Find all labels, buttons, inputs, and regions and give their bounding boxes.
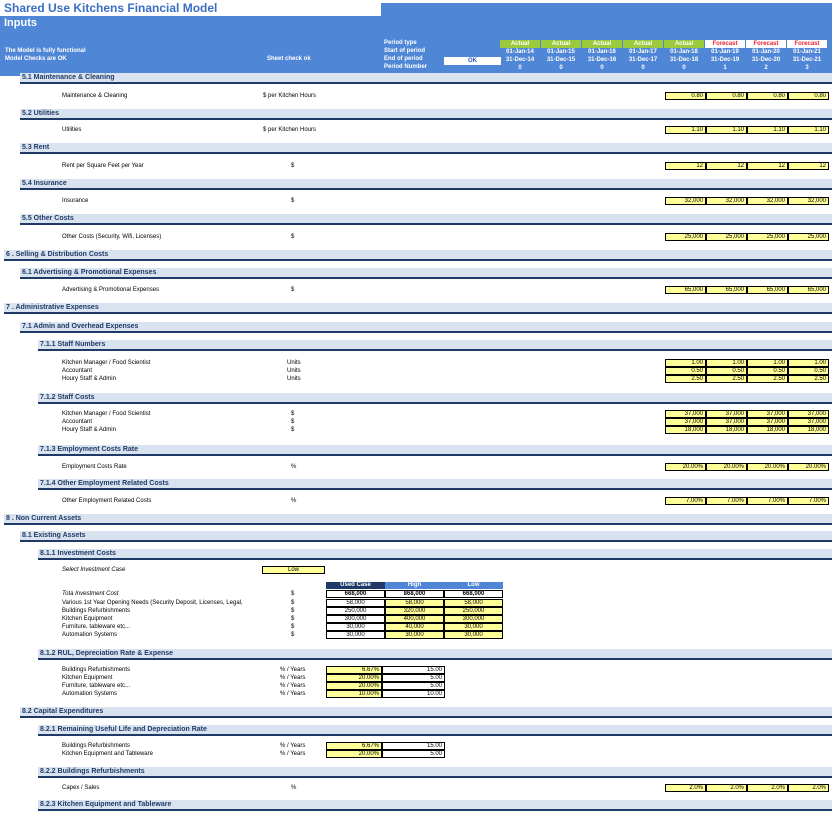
total-cell: 668,000 bbox=[444, 590, 503, 598]
investment-label: Buildings Refurbishments bbox=[62, 608, 131, 614]
input-cell[interactable]: 25,000 bbox=[706, 233, 747, 241]
row-unit: % bbox=[291, 785, 297, 791]
input-cell[interactable]: 20.00% bbox=[747, 463, 788, 471]
useful-life-cell: 10.00 bbox=[382, 690, 445, 698]
input-cell[interactable]: 25,000 bbox=[747, 233, 788, 241]
period-start-cell: 01-Jan-14 bbox=[506, 49, 534, 55]
row-unit: % / Years bbox=[280, 667, 306, 673]
input-cell[interactable]: 18,000 bbox=[706, 426, 747, 434]
investment-cell: 58,000 bbox=[326, 599, 385, 607]
period-end-cell: 31-Dec-20 bbox=[751, 57, 781, 63]
input-cell[interactable]: 32,000 bbox=[788, 197, 829, 205]
section-header: 5.3 Rent bbox=[20, 143, 832, 152]
row-unit: $ bbox=[291, 616, 295, 622]
period-number-cell: 0 bbox=[641, 65, 645, 71]
period-type-cell: Forecast bbox=[787, 40, 827, 48]
section-rule bbox=[20, 716, 832, 718]
investment-cell: 250,000 bbox=[326, 607, 385, 615]
input-cell[interactable]: 2.50 bbox=[665, 375, 706, 383]
case-header: Used Case bbox=[326, 582, 385, 589]
section-rule bbox=[20, 152, 832, 154]
rul-label: Buildings Refurbishments bbox=[62, 667, 131, 673]
section-header: 7.1.4 Other Employment Related Costs bbox=[38, 479, 832, 488]
row-unit: % / Years bbox=[280, 743, 306, 749]
section-rule bbox=[20, 223, 832, 225]
row-label: Utilities bbox=[62, 127, 82, 133]
row-label: Insurance bbox=[62, 198, 89, 204]
row-unit: Units bbox=[287, 376, 301, 382]
row-unit: % / Years bbox=[280, 675, 306, 681]
depreciation-rate-cell[interactable]: 20.00% bbox=[326, 750, 382, 758]
input-cell[interactable]: 37,000 bbox=[665, 418, 706, 426]
period-type-cell: Forecast bbox=[746, 40, 786, 48]
row-unit: Units bbox=[287, 360, 301, 366]
section-header: 8.1.1 Investment Costs bbox=[38, 549, 832, 558]
input-cell[interactable]: 0.50 bbox=[706, 367, 747, 375]
row-unit: $ bbox=[291, 632, 295, 638]
case-header: High bbox=[385, 582, 444, 589]
input-cell[interactable]: 0.50 bbox=[665, 367, 706, 375]
input-cell[interactable]: 1.10 bbox=[706, 126, 747, 134]
row-unit: Units bbox=[287, 368, 301, 374]
input-cell[interactable]: 7.00% bbox=[788, 497, 829, 505]
section-header: 8 . Non Current Assets bbox=[4, 514, 832, 523]
input-cell[interactable]: 2.50 bbox=[788, 375, 829, 383]
input-cell[interactable]: 65,000 bbox=[706, 286, 747, 294]
period-start-cell: 01-Jan-15 bbox=[547, 49, 575, 55]
row-unit: $ bbox=[291, 591, 295, 597]
investment-cell[interactable]: 30,000 bbox=[385, 631, 444, 639]
row-label: Kitchen Manager / Food Scientist bbox=[62, 411, 151, 417]
input-cell[interactable]: 37,000 bbox=[788, 418, 829, 426]
period-end-cell: 31-Dec-15 bbox=[546, 57, 576, 63]
row-label: Advertising & Promotional Expenses bbox=[62, 287, 160, 293]
input-cell[interactable]: 0.80 bbox=[747, 92, 788, 100]
period-number-cell: 2 bbox=[764, 65, 768, 71]
section-rule bbox=[20, 277, 832, 279]
input-cell[interactable]: 0.50 bbox=[788, 367, 829, 375]
input-cell[interactable]: 37,000 bbox=[706, 410, 747, 418]
row-unit: % bbox=[291, 498, 297, 504]
section-header: 5.1 Maintenance & Cleaning bbox=[20, 73, 832, 82]
investment-cell[interactable]: 58,000 bbox=[444, 599, 503, 607]
row-unit: $ bbox=[291, 234, 295, 240]
period-type-cell: Actual bbox=[500, 40, 540, 48]
period-end-cell: 31-Dec-14 bbox=[505, 57, 535, 63]
section-rule bbox=[20, 82, 832, 84]
input-cell[interactable]: 2.0% bbox=[706, 784, 747, 792]
input-cell[interactable]: 7.00% bbox=[665, 497, 706, 505]
section-header: 7.1 Admin and Overhead Expenses bbox=[20, 322, 832, 331]
input-cell[interactable]: 7.00% bbox=[747, 497, 788, 505]
depreciation-rate-cell[interactable]: 10.00% bbox=[326, 690, 382, 698]
period-type-cell: Actual bbox=[582, 40, 622, 48]
period-type-cell: Actual bbox=[623, 40, 663, 48]
row-unit: $ bbox=[291, 419, 295, 425]
section-header: 5.5 Other Costs bbox=[20, 214, 832, 223]
input-cell[interactable]: 12 bbox=[747, 162, 788, 170]
section-header: 8.2.2 Buildings Refurbishments bbox=[38, 767, 832, 776]
inputs-band bbox=[0, 16, 381, 76]
row-label: Accountant bbox=[62, 419, 93, 425]
input-cell[interactable]: 1.00 bbox=[747, 359, 788, 367]
section-rule bbox=[38, 454, 832, 456]
input-cell[interactable]: 32,000 bbox=[706, 197, 747, 205]
row-label: Houry Staff & Admin bbox=[62, 427, 116, 433]
total-cell: 868,000 bbox=[385, 590, 444, 598]
period-end-cell: 31-Dec-16 bbox=[587, 57, 617, 63]
section-rule bbox=[38, 734, 832, 736]
period-type-cell: Actual bbox=[664, 40, 704, 48]
input-cell[interactable]: 20.00% bbox=[706, 463, 747, 471]
section-rule bbox=[38, 488, 832, 490]
row-unit: % bbox=[291, 464, 297, 470]
period-number-cell: 3 bbox=[805, 65, 809, 71]
row-label: Maintenance & Cleaning bbox=[62, 93, 128, 99]
input-cell[interactable]: 1.10 bbox=[747, 126, 788, 134]
row-unit: % / Years bbox=[280, 691, 306, 697]
section-rule bbox=[20, 331, 832, 333]
period-start-cell: 01-Jan-18 bbox=[670, 49, 698, 55]
rul-label: Buildings Refurbishments bbox=[62, 743, 131, 749]
input-cell[interactable]: 2.0% bbox=[665, 784, 706, 792]
input-cell[interactable]: 7.00% bbox=[706, 497, 747, 505]
investment-cell[interactable]: 400,000 bbox=[385, 615, 444, 623]
input-cell[interactable]: 65,000 bbox=[665, 286, 706, 294]
investment-cell: 300,000 bbox=[326, 615, 385, 623]
input-cell[interactable]: 20.00% bbox=[788, 463, 829, 471]
input-cell[interactable]: 2.0% bbox=[747, 784, 788, 792]
section-header: 8.1 Existing Assets bbox=[20, 531, 832, 540]
period-end-cell: 31-Dec-17 bbox=[628, 57, 658, 63]
total-investment-label: Tota Investment Cost bbox=[62, 591, 119, 597]
investment-cell: 30,000 bbox=[326, 631, 385, 639]
period-start-cell: 01-Jan-17 bbox=[629, 49, 657, 55]
section-header: 8.2.3 Kitchen Equipment and Tableware bbox=[38, 800, 832, 809]
input-cell[interactable]: 65,000 bbox=[788, 286, 829, 294]
input-cell[interactable]: 32,000 bbox=[665, 197, 706, 205]
input-cell[interactable]: 18,000 bbox=[747, 426, 788, 434]
start-period-label: Start of period bbox=[384, 48, 426, 54]
section-rule bbox=[4, 259, 832, 261]
period-start-cell: 01-Jan-20 bbox=[752, 49, 780, 55]
row-label: Kitchen Manager / Food Scientist bbox=[62, 360, 151, 366]
section-rule bbox=[38, 349, 832, 351]
input-cell[interactable]: 0.80 bbox=[665, 92, 706, 100]
ok-indicator: OK bbox=[444, 57, 501, 65]
period-start-cell: 01-Jan-16 bbox=[588, 49, 616, 55]
rul-label: Kitchen Equipment and Tableware bbox=[62, 751, 153, 757]
row-label: Other Costs (Security, Wifi, Licenses) bbox=[62, 234, 162, 240]
section-rule bbox=[20, 188, 832, 190]
investment-label: Automation Systems bbox=[62, 632, 118, 638]
useful-life-cell: 15.00 bbox=[382, 742, 445, 750]
rul-label: Kitchen Equipment bbox=[62, 675, 113, 681]
input-cell[interactable]: 12 bbox=[706, 162, 747, 170]
row-unit: % / Years bbox=[280, 683, 306, 689]
model-status-line2: Model Checks are OK bbox=[5, 56, 67, 62]
row-unit: $ bbox=[291, 287, 295, 293]
input-cell[interactable]: 1.00 bbox=[665, 359, 706, 367]
row-label: Other Employment Related Costs bbox=[62, 498, 152, 504]
row-label: Employment Costs Rate bbox=[62, 464, 127, 470]
period-end-cell: 31-Dec-18 bbox=[669, 57, 699, 63]
section-header: 5.4 Insurance bbox=[20, 179, 832, 188]
row-label: Capex / Sales bbox=[62, 785, 100, 791]
depreciation-rate-cell[interactable]: 6.67% bbox=[326, 666, 382, 674]
input-cell[interactable]: 37,000 bbox=[747, 418, 788, 426]
select-case-label: Select Investment Case bbox=[62, 567, 126, 573]
section-rule bbox=[38, 402, 832, 404]
row-unit: $ bbox=[291, 600, 295, 606]
input-cell[interactable]: 2.50 bbox=[706, 375, 747, 383]
model-title: Shared Use Kitchens Financial Model bbox=[4, 1, 218, 15]
section-header: 7 . Administrative Expenses bbox=[4, 303, 832, 312]
investment-cell[interactable]: 300,000 bbox=[444, 615, 503, 623]
investment-label: Various 1st Year Opening Needs (Security Deposit, Licenses, Legal, bbox=[62, 600, 243, 606]
period-start-cell: 01-Jan-21 bbox=[793, 49, 821, 55]
section-rule bbox=[20, 540, 832, 542]
input-cell[interactable]: 37,000 bbox=[665, 410, 706, 418]
useful-life-cell: 15.00 bbox=[382, 666, 445, 674]
input-cell[interactable]: 1.00 bbox=[788, 359, 829, 367]
input-cell[interactable]: 1.10 bbox=[788, 126, 829, 134]
section-header: 6.1 Advertising & Promotional Expenses bbox=[20, 268, 832, 277]
input-cell[interactable]: 65,000 bbox=[747, 286, 788, 294]
section-header: 8.1.2 RUL, Depreciation Rate & Expense bbox=[38, 649, 832, 658]
period-number-cell: 0 bbox=[559, 65, 563, 71]
input-cell[interactable]: 2.0% bbox=[788, 784, 829, 792]
input-cell[interactable]: 0.80 bbox=[706, 92, 747, 100]
input-cell[interactable]: 37,000 bbox=[747, 410, 788, 418]
useful-life-cell: 5.00 bbox=[382, 682, 445, 690]
period-start-cell: 01-Jan-19 bbox=[711, 49, 739, 55]
depreciation-rate-cell[interactable]: 20.00% bbox=[326, 674, 382, 682]
input-cell[interactable]: 1.10 bbox=[665, 126, 706, 134]
section-rule bbox=[38, 809, 832, 811]
row-unit: $ bbox=[291, 608, 295, 614]
depreciation-rate-cell[interactable]: 6.67% bbox=[326, 742, 382, 750]
input-cell[interactable]: 37,000 bbox=[706, 418, 747, 426]
section-header: 7.1.2 Staff Costs bbox=[38, 393, 832, 402]
period-type-cell: Actual bbox=[541, 40, 581, 48]
model-status-line1: The Model is fully functional bbox=[5, 48, 86, 54]
sheet-title: Inputs bbox=[4, 17, 37, 29]
period-type-cell: Forecast bbox=[705, 40, 745, 48]
section-rule bbox=[4, 312, 832, 314]
case-header: Low bbox=[444, 582, 503, 589]
useful-life-cell: 5.00 bbox=[382, 674, 445, 682]
section-rule bbox=[38, 558, 832, 560]
input-cell[interactable]: 0.80 bbox=[788, 92, 829, 100]
section-header: 8.2.1 Remaining Useful Life and Depreciation Rate bbox=[38, 725, 832, 734]
row-unit: $ bbox=[291, 624, 295, 630]
row-unit: $ bbox=[291, 163, 295, 169]
rul-label: Automation Systems bbox=[62, 691, 118, 697]
period-number-label: Period Number bbox=[384, 64, 428, 70]
investment-cell[interactable]: 250,000 bbox=[444, 607, 503, 615]
period-number-cell: 0 bbox=[518, 65, 522, 71]
investment-label: Furniture, tableware etc... bbox=[62, 624, 131, 630]
section-header: 6 . Selling & Distribution Costs bbox=[4, 250, 832, 259]
total-cell: 668,000 bbox=[326, 590, 385, 598]
rul-label: Furniture, tableware etc... bbox=[62, 683, 131, 689]
row-label: Accountant bbox=[62, 368, 93, 374]
row-unit: $ bbox=[291, 198, 295, 204]
investment-cell[interactable]: 40,000 bbox=[385, 623, 444, 631]
investment-label: Kitchen Equipment bbox=[62, 616, 113, 622]
input-cell[interactable]: 25,000 bbox=[788, 233, 829, 241]
sheet-check: Sheet check ok bbox=[267, 56, 311, 62]
row-unit: $ per Kitchen Hours bbox=[263, 93, 317, 99]
input-cell[interactable]: 20.00% bbox=[665, 463, 706, 471]
input-cell[interactable]: 0.50 bbox=[747, 367, 788, 375]
investment-cell[interactable]: 30,000 bbox=[444, 623, 503, 631]
section-rule bbox=[38, 776, 832, 778]
input-cell[interactable]: 25,000 bbox=[665, 233, 706, 241]
investment-cell: 30,000 bbox=[326, 623, 385, 631]
section-rule bbox=[20, 118, 832, 120]
input-cell[interactable]: 12 bbox=[788, 162, 829, 170]
input-cell[interactable]: 1.00 bbox=[706, 359, 747, 367]
input-cell[interactable]: 32,000 bbox=[747, 197, 788, 205]
period-number-cell: 0 bbox=[682, 65, 686, 71]
period-type-label: Period type bbox=[384, 40, 417, 46]
investment-cell[interactable]: 320,000 bbox=[385, 607, 444, 615]
input-cell[interactable]: 18,000 bbox=[788, 426, 829, 434]
period-end-cell: 31-Dec-21 bbox=[792, 57, 822, 63]
row-label: Houry Staff & Admin bbox=[62, 376, 116, 382]
row-unit: $ per Kitchen Hours bbox=[263, 127, 317, 133]
investment-cell[interactable]: 30,000 bbox=[444, 631, 503, 639]
period-end-cell: 31-Dec-19 bbox=[710, 57, 740, 63]
end-period-label: End of period bbox=[384, 56, 423, 62]
investment-cell[interactable]: 58,000 bbox=[385, 599, 444, 607]
section-rule bbox=[4, 523, 832, 525]
depreciation-rate-cell[interactable]: 20.00% bbox=[326, 682, 382, 690]
section-header: 5.2 Utilities bbox=[20, 109, 832, 118]
period-number-cell: 1 bbox=[723, 65, 727, 71]
row-label: Rent per Square Feet per Year bbox=[62, 163, 144, 169]
period-number-cell: 0 bbox=[600, 65, 604, 71]
input-cell[interactable]: 37,000 bbox=[788, 410, 829, 418]
input-cell[interactable]: 18,000 bbox=[665, 426, 706, 434]
case-dropdown[interactable]: Low bbox=[262, 566, 325, 574]
input-cell[interactable]: 2.50 bbox=[747, 375, 788, 383]
section-header: 7.1.3 Employment Costs Rate bbox=[38, 445, 832, 454]
row-unit: $ bbox=[291, 411, 295, 417]
section-rule bbox=[38, 658, 832, 660]
row-unit: $ bbox=[291, 427, 295, 433]
section-header: 7.1.1 Staff Numbers bbox=[38, 340, 832, 349]
section-header: 8.2 Capital Expenditures bbox=[20, 707, 832, 716]
input-cell[interactable]: 12 bbox=[665, 162, 706, 170]
row-unit: % / Years bbox=[280, 751, 306, 757]
useful-life-cell: 5.00 bbox=[382, 750, 445, 758]
